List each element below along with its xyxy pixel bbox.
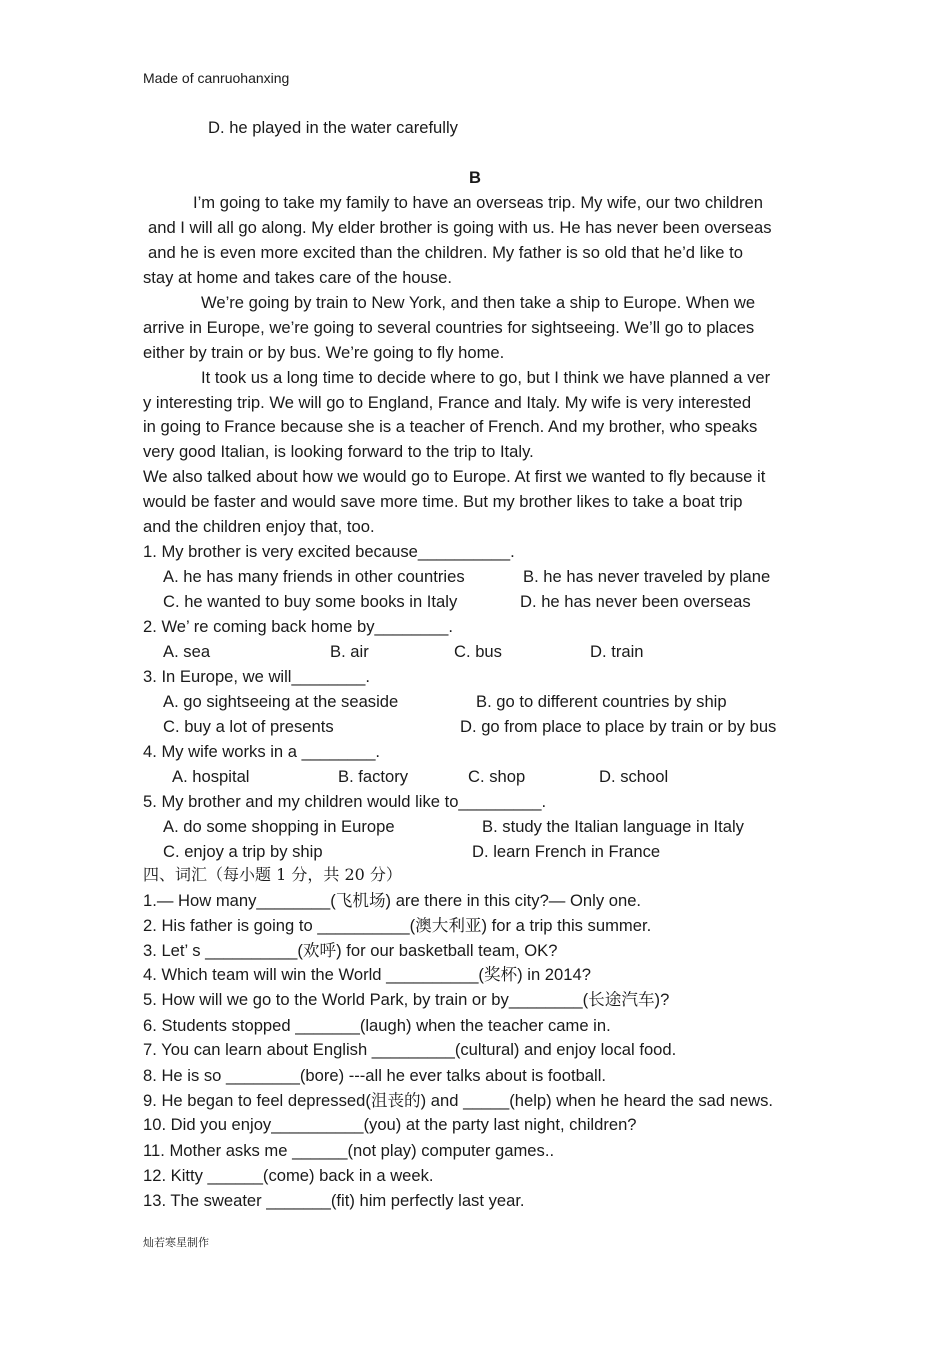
passage-line: We also talked about how we would go to Europe. At first we wanted to fly because it [143, 467, 766, 486]
question-option: A. he has many friends in other countries [163, 567, 465, 586]
question-option: B. factory [338, 767, 409, 786]
question-option: C. he wanted to buy some books in Italy [163, 592, 458, 611]
vocab-item: 5. How will we go to the World Park, by train or by________(长途汽车)? [143, 990, 670, 1009]
passage-line: and he is even more excited than the children. My father is so old that he’d like to [148, 243, 743, 262]
passage-line: arrive in Europe, we’re going to several countries for sightseeing. We’ll go to places [143, 318, 755, 337]
passage-line: stay at home and takes care of the house. [143, 268, 453, 287]
question-stem: 4. My wife works in a ________. [143, 742, 381, 761]
previous-question-option: D. he played in the water carefully [208, 118, 458, 137]
question-stem: 3. In Europe, we will________. [143, 667, 370, 686]
question-option: A. hospital [172, 767, 250, 786]
vocab-item: 2. His father is going to __________(澳大利亚) for a trip this summer. [143, 916, 652, 935]
question-option: D. train [590, 642, 644, 661]
passage-line: I’m going to take my family to have an overseas trip. My wife, our two children [193, 193, 763, 212]
vocab-item: 3. Let’ s __________(欢呼) for our basketball team, OK? [143, 941, 558, 960]
vocab-item: 8. He is so ________(bore) ---all he ever talks about is football. [143, 1066, 607, 1085]
passage-line: would be faster and would save more time. But my brother likes to take a boat trip [143, 492, 743, 511]
vocab-item: 11. Mother asks me ______(not play) computer games.. [143, 1141, 555, 1160]
passage-line: either by train or by bus. We’re going to fly home. [143, 343, 505, 362]
passage-line: y interesting trip. We will go to England, France and Italy. My wife is very interested [143, 393, 752, 412]
passage-line: and I will all go along. My elder brother is going with us. He has never been overseas [148, 218, 772, 237]
question-stem: 5. My brother and my children would like to_________. [143, 792, 547, 811]
question-option: D. learn French in France [472, 842, 661, 861]
page-header: Made of canruohanxing [143, 70, 290, 86]
question-option: C. shop [468, 767, 526, 786]
question-option: C. buy a lot of presents [163, 717, 334, 736]
question-option: B. air [330, 642, 369, 661]
vocab-item: 13. The sweater _______(fit) him perfectly last year. [143, 1191, 525, 1210]
vocab-item: 7. You can learn about English _________(cultural) and enjoy local food. [143, 1040, 677, 1059]
passage-line: in going to France because she is a teacher of French. And my brother, who speaks [143, 417, 758, 436]
passage-line: and the children enjoy that, too. [143, 517, 375, 536]
question-stem: 2. We’ re coming back home by________. [143, 617, 453, 636]
vocab-item: 12. Kitty ______(come) back in a week. [143, 1166, 434, 1185]
question-option: C. enjoy a trip by ship [163, 842, 323, 861]
vocab-item: 10. Did you enjoy__________(you) at the party last night, children? [143, 1115, 637, 1134]
question-option: A. do some shopping in Europe [163, 817, 395, 836]
question-option: D. school [599, 767, 669, 786]
question-option: D. go from place to place by train or by bus [460, 717, 777, 736]
question-option: C. bus [454, 642, 502, 661]
passage-line: We’re going by train to New York, and then take a ship to Europe. When we [201, 293, 756, 312]
vocabulary-section-heading: 四、词汇（每小题 1 分，共 20 分） [143, 865, 402, 884]
question-option: A. go sightseeing at the seaside [163, 692, 399, 711]
vocab-item: 1.— How many________(飞机场) are there in this city?— Only one. [143, 891, 642, 910]
question-option: B. study the Italian language in Italy [482, 817, 744, 836]
passage-line: It took us a long time to decide where to go, but I think we have planned a ver [201, 368, 771, 387]
vocab-item: 4. Which team will win the World __________(奖杯) in 2014? [143, 965, 591, 984]
question-option: B. go to different countries by ship [476, 692, 727, 711]
question-option: A. sea [163, 642, 211, 661]
passage-line: very good Italian, is looking forward to the trip to Italy. [143, 442, 534, 461]
question-option: D. he has never been overseas [520, 592, 751, 611]
question-option: B. he has never traveled by plane [523, 567, 771, 586]
page-footer: 灿若寒星制作 [143, 1236, 209, 1249]
question-stem: 1. My brother is very excited because__________. [143, 542, 515, 561]
passage-title: B [469, 168, 481, 187]
vocab-item: 6. Students stopped _______(laugh) when the teacher came in. [143, 1016, 611, 1035]
vocab-item: 9. He began to feel depressed(沮丧的) and _____(help) when he heard the sad news. [143, 1091, 774, 1110]
